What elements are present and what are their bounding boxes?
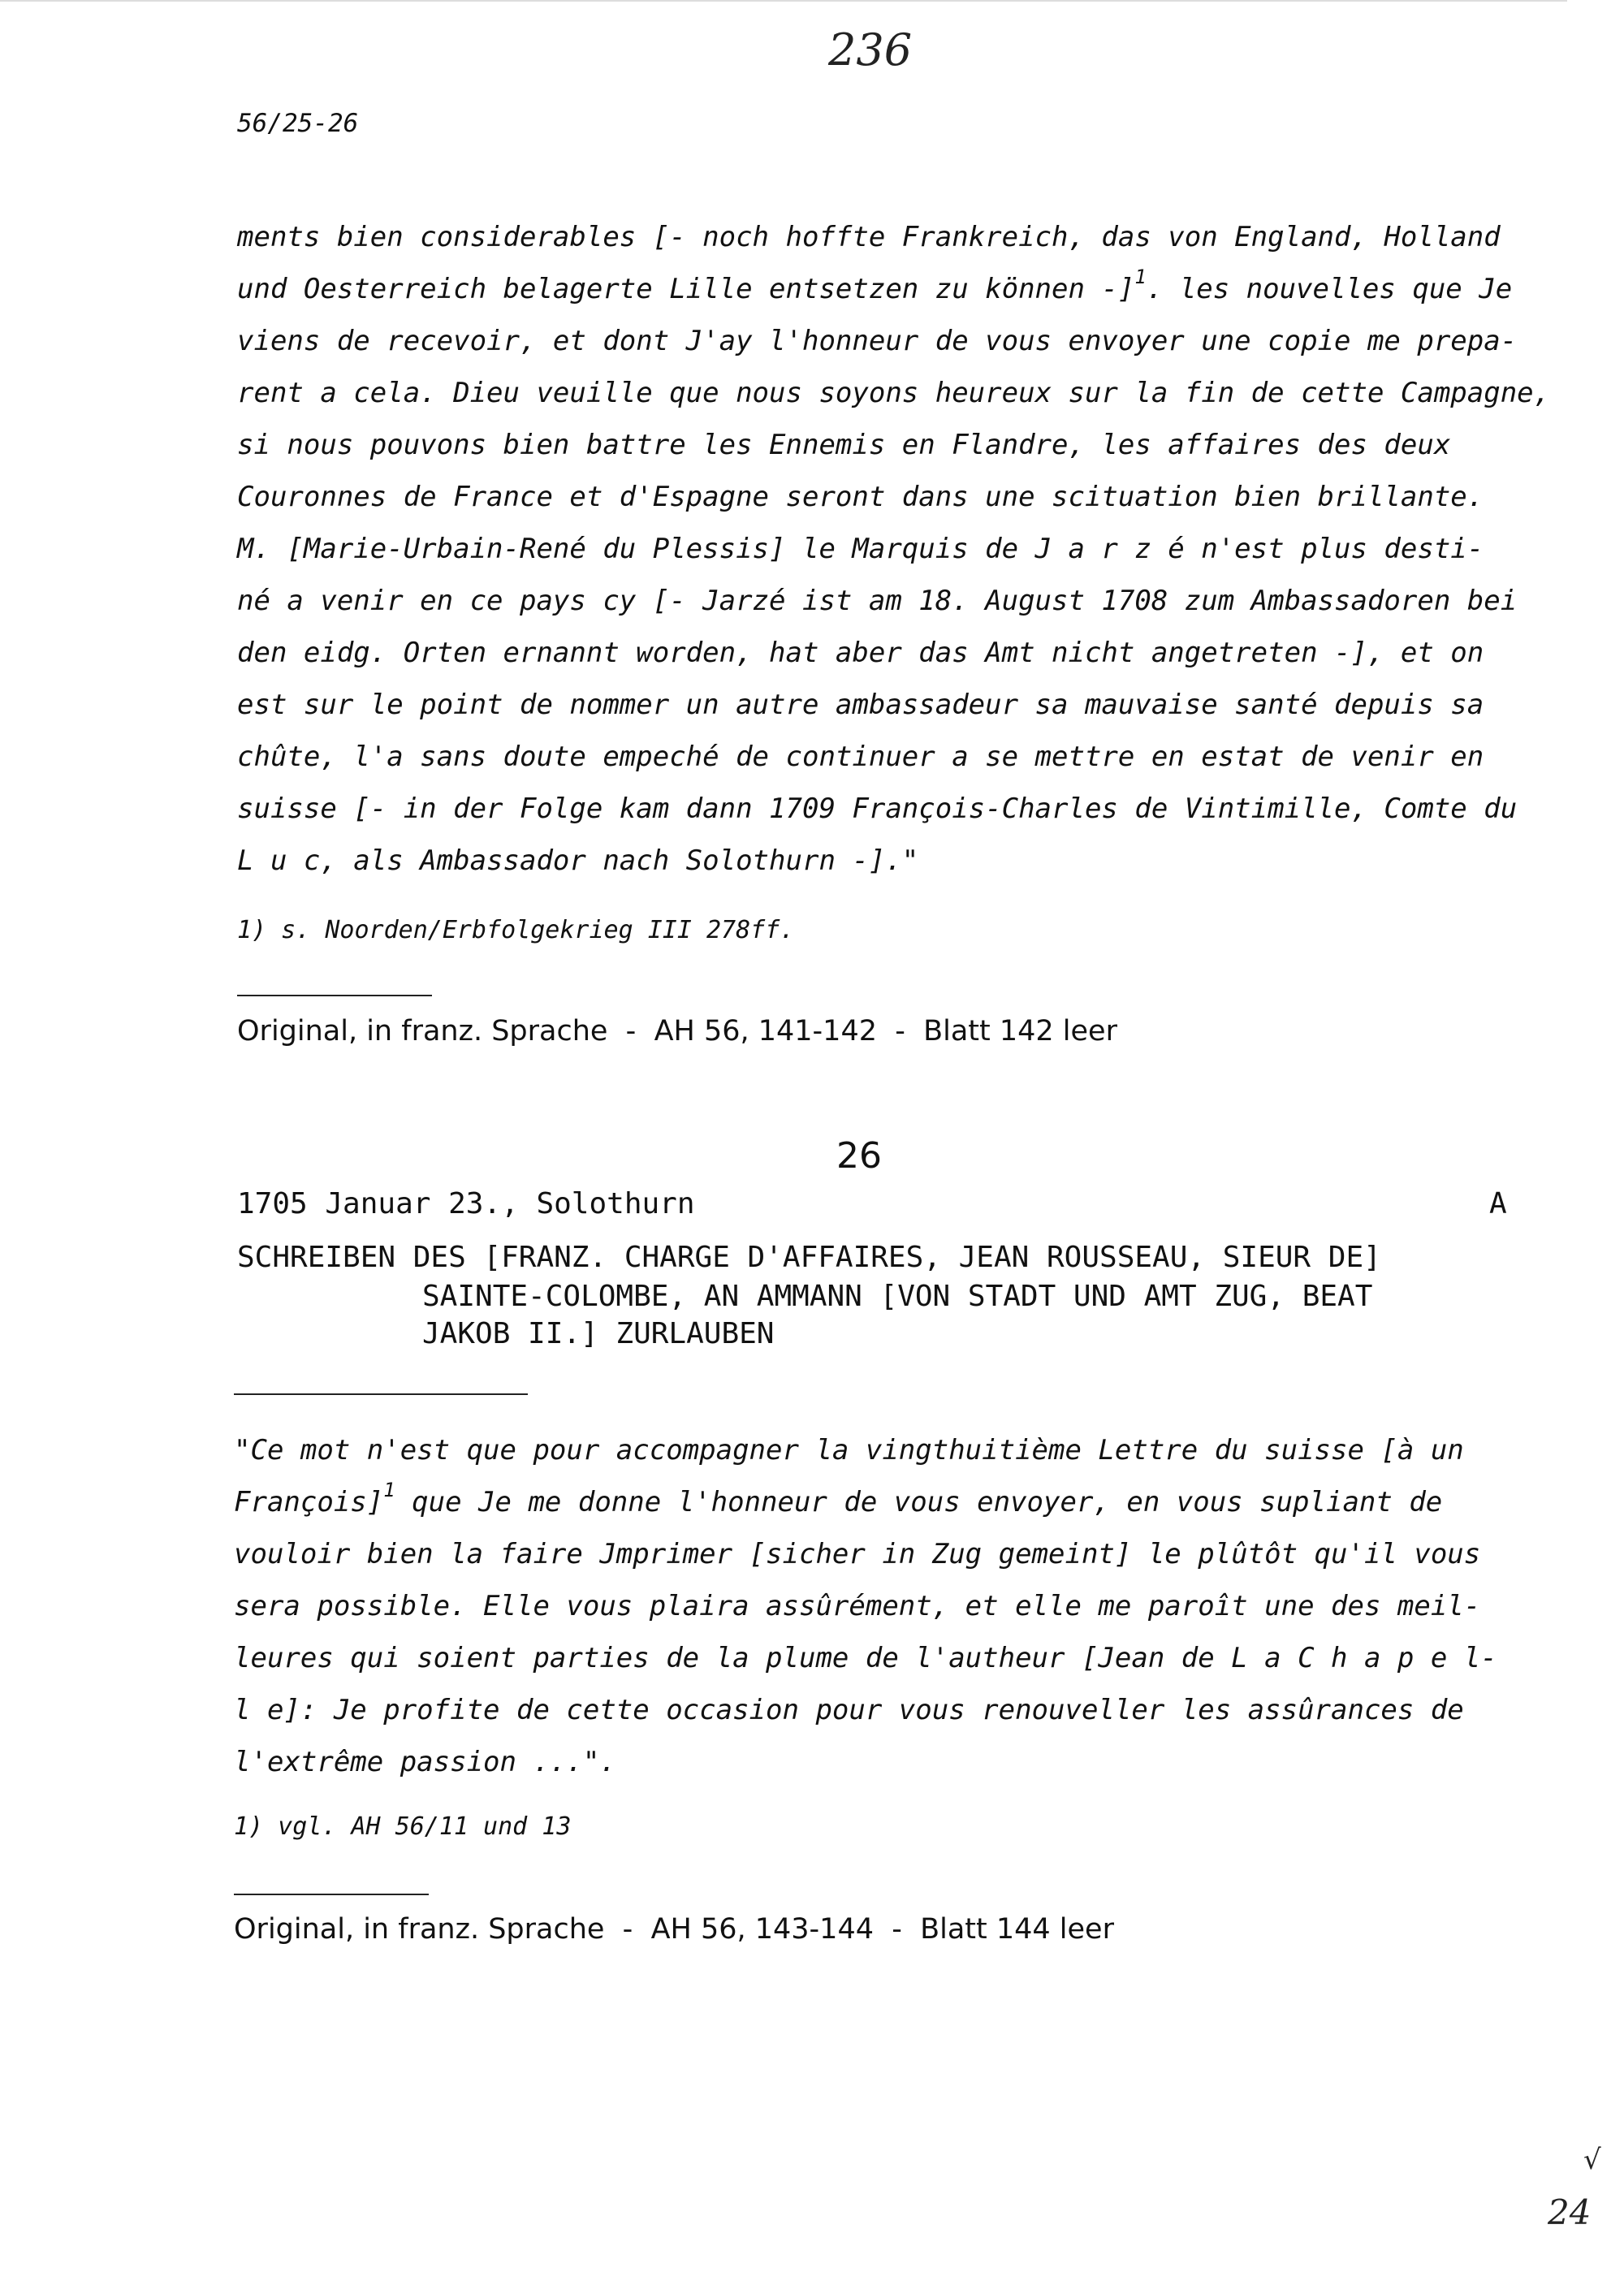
text-line: und Oesterreich belagerte Lille entsetzen zu können -]$^1$. les nouvelles que Je [237, 266, 1513, 305]
text-line: leures qui soient parties de la plume de l'autheur [Jean de L a C h a p e l- [234, 1642, 1497, 1674]
letter-text-continued [237, 211, 1551, 887]
text-line: ments bien considerables [- noch hoffte Frankreich, das von England, Holland [237, 221, 1501, 253]
text-line: L u c, als Ambassador nach Solothurn -]." [237, 844, 919, 877]
source-note: Original, in franz. Sprache - AH 56, 143-144 - Blatt 144 leer [234, 1913, 1114, 1946]
text-line: M. [Marie-Urbain-René du Plessis] le Marquis de J a r z é n'est plus desti- [237, 533, 1484, 565]
date-place: 1705 Januar 23., Solothurn [237, 1187, 695, 1220]
divider-rule [234, 1393, 528, 1395]
handwritten-sheet-number: 24 [1548, 2192, 1592, 2232]
footnote-marker: 1 [383, 1479, 395, 1501]
text-line: est sur le point de nommer un autre ambassadeur sa mauvaise santé depuis sa [237, 689, 1484, 721]
footnote: 1) s. Noorden/Erbfolgekrieg III 278ff. [237, 916, 795, 944]
text-line: chûte, l'a sans doute empeché de continuer a se mettre en estat de venir en [237, 741, 1484, 773]
divider-rule [237, 995, 432, 996]
text-line: viens de recevoir, et dont J'ay l'honneur de vous envoyer une copie me prepa- [237, 325, 1518, 357]
handwritten-page-number: 236 [828, 24, 913, 76]
corner-fold-mark [1575, 0, 1624, 49]
text-line: suisse [- in der Folge kam dann 1709 François-Charles de Vintimille, Comte du [237, 793, 1518, 825]
divider-rule [234, 1894, 429, 1895]
text-line: l e]: Je profite de cette occasion pour vous renouveller les assûrances de [234, 1694, 1464, 1726]
footnote: 1) vgl. AH 56/11 und 13 [234, 1812, 572, 1841]
source-note: Original, in franz. Sprache - AH 56, 141-142 - Blatt 142 leer [237, 1015, 1117, 1047]
text-line: Couronnes de France et d'Espagne seront dans une scituation bien brillante. [237, 481, 1484, 513]
text-line: sera possible. Elle vous plaira assûrément, et elle me paroît une des meil- [234, 1590, 1481, 1622]
document-number: 26 [836, 1135, 882, 1177]
text-line: si nous pouvons bien battre les Ennemis en Flandre, les affaires des deux [237, 429, 1451, 461]
text-line: l'extrême passion ...". [234, 1746, 616, 1778]
document-title-line: SCHREIBEN DES [FRANZ. CHARGE D'AFFAIRES, JEAN ROUSSEAU, SIEUR DE] [237, 1241, 1381, 1274]
top-edge-line [0, 0, 1567, 2]
text-line: né a venir en ce pays cy [- Jarzé ist am 18. August 1708 zum Ambassadoren bei [237, 585, 1518, 617]
text-line: François]$^1$ que Je me donne l'honneur de vous envoyer, en vous supliant de [234, 1479, 1443, 1518]
document-type-letter: A [1489, 1187, 1507, 1220]
footnote-marker: 1 [1134, 266, 1147, 288]
text-line: rent a cela. Dieu veuille que nous soyons heureux sur la fin de cette Campagne, [237, 377, 1551, 409]
document-reference: 56/25-26 [237, 109, 359, 138]
document-title-line: SAINTE-COLOMBE, AN AMMANN [VON STADT UND AMT ZUG, BEAT [422, 1280, 1373, 1313]
text-line: den eidg. Orten ernannt worden, hat aber das Amt nicht angetreten -], et on [237, 637, 1484, 669]
document-title-line: JAKOB II.] ZURLAUBEN [422, 1317, 775, 1350]
text-line: "Ce mot n'est que pour accompagner la vingthuitième Lettre du suisse [à un [234, 1434, 1464, 1466]
text-line: vouloir bien la faire Jmprimer [sicher in Zug gemeint] le plûtôt qu'il vous [234, 1538, 1481, 1570]
letter-text [234, 1424, 1501, 1788]
handwritten-check-mark: √ [1583, 2144, 1601, 2176]
